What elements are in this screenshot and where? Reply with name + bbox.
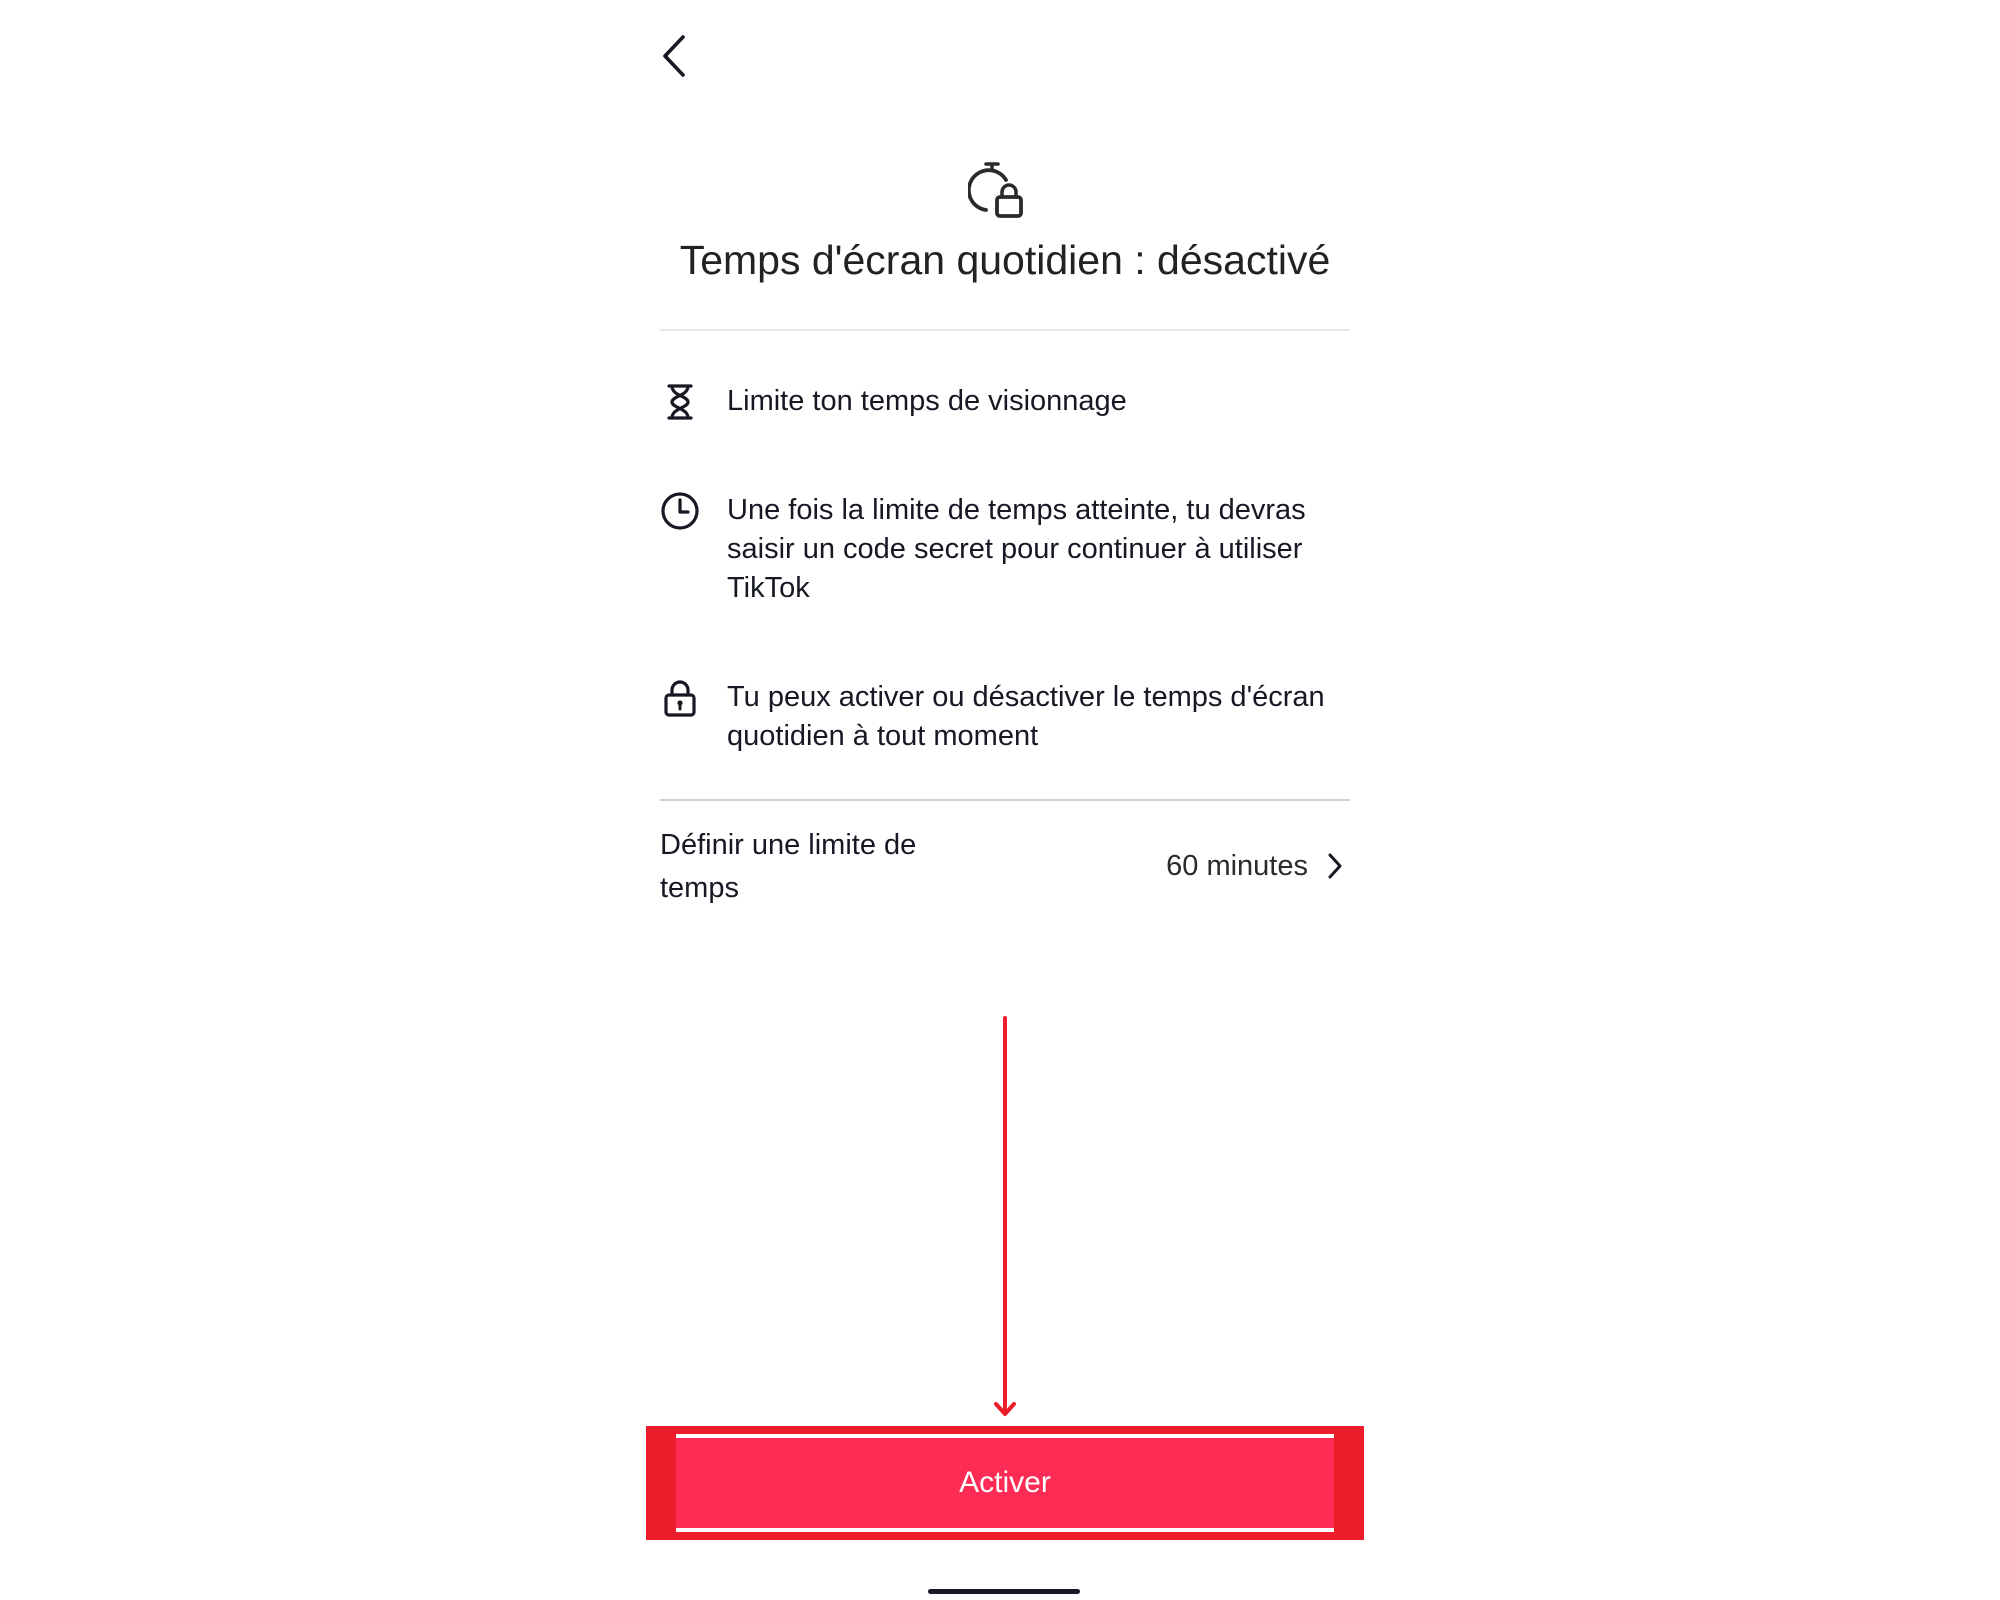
chevron-left-icon [661,34,687,78]
clock-icon [660,491,700,531]
set-time-limit-label: Définir une limite de temps [660,829,917,904]
chevron-right-icon [1324,851,1346,881]
hourglass-icon [660,382,700,422]
feature-text: Tu peux activer ou désactiver le temps d'écran quotidien à tout moment [727,681,1325,752]
back-button[interactable] [652,30,696,82]
divider [660,799,1350,801]
home-indicator [928,1589,1080,1594]
annotation-arrow [990,1016,1020,1420]
time-limit-value: 60 minutes [1166,850,1308,882]
page-title: Temps d'écran quotidien : désactivé [679,237,1331,283]
lock-icon [660,678,700,718]
divider [660,329,1350,331]
activate-button[interactable]: Activer [676,1434,1334,1532]
set-time-limit-row[interactable] [660,822,1350,918]
feature-text: Limite ton temps de visionnage [727,385,1127,417]
feature-text: Une fois la limite de temps atteinte, tu devras saisir un code secret pour continuer à utiliser TikTok [727,494,1306,604]
stopwatch-lock-icon [968,158,1036,222]
